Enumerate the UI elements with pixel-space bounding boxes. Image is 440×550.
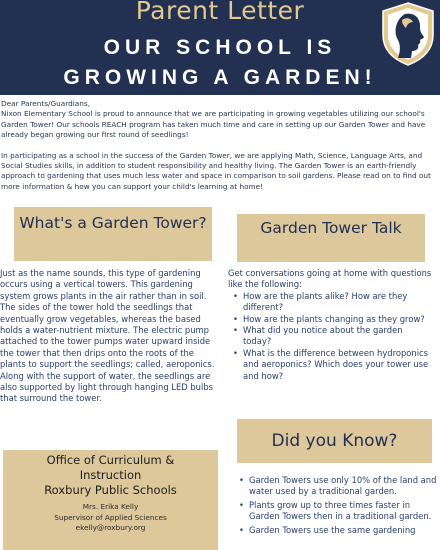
page-title: Parent Letter [135, 0, 305, 25]
contact-email[interactable]: ekelly@roxbury.org [75, 523, 146, 532]
garden-tower-talk-body [228, 268, 433, 382]
did-you-know-panel [237, 419, 432, 463]
headline-line-1: OUR SCHOOL IS [103, 36, 337, 59]
intro-paragraph-2: In participating as a school in the success of the Garden Tower, we are applying Math, Science, Language Arts, and Social Studies skills, in addition to student responsibility and healthy living. The Garden Tower is an earth-friendly approach to gardening that uses much less water and space in comparison to soil gardens. Please read on to find out more information & how you can support your child's learning at home! [1, 150, 431, 191]
whats-a-garden-tower-panel [14, 207, 212, 261]
profile-silhouette-crest-icon [380, 2, 436, 66]
office-line-1: Office of Curriculum & [46, 453, 175, 467]
office-name [3, 450, 218, 498]
whats-a-garden-tower-body: Just as the name sounds, this type of gardening occurs using a vertical towers. This gardening system grows plants in the air rather than in soil. The sides of the tower hold the seedlings that eventually grow vegetables, whereas the based holds a water-nutrient mixture. The electric pump attached to the tower pumps water upward inside the tower that then drips onto the roots of the plants to support the seedlings; called, aeroponics. Along with the support of water, the seedlings are also supported by light through hanging LED bulbs that surround the tower. [0, 268, 215, 404]
contact-role: Supervisor of Applied Sciences [54, 512, 167, 522]
question-item: • What did you notice about the garden today? [228, 325, 433, 348]
header-banner [0, 0, 440, 95]
office-line-2: Instruction [79, 468, 142, 482]
facts-list [238, 475, 438, 536]
talk-lead: Get conversations going at home with questions like the following: [228, 268, 432, 290]
garden-tower-talk-panel [237, 214, 425, 262]
question-item: • What is the difference between hydroponics and aeroponics? Which does your tower use and how? [228, 348, 433, 382]
intro-letter [1, 99, 437, 202]
office-contact [3, 502, 218, 534]
fact-item: • Garden Towers use the same gardening [238, 525, 438, 536]
question-item: • How are the plants changing as they grow? [228, 314, 433, 325]
contact-name: Mrs. Erika Kelly [82, 502, 139, 511]
office-line-3: Roxbury Public Schools [44, 483, 177, 497]
question-list [228, 291, 433, 382]
intro-paragraph-1: Nixon Elementary School is proud to announce that we are participating in growing vegetables utilizing our school's Garden Tower! Our schools REACH program has taken much time and care in setting up our Garden Tower and have already began growing our first round of seedlings! [1, 109, 426, 140]
did-you-know-body [238, 475, 438, 538]
fact-item: • Garden Towers use only 10% of the land and water used by a traditional garden. [238, 475, 438, 498]
fact-item: • Plants grow up to three times faster in Garden Towers then in a traditional garden. [238, 500, 438, 523]
office-contact-panel [3, 450, 218, 550]
garden-tower-talk-title: Garden Tower Talk [260, 219, 402, 237]
did-you-know-title: Did you Know? [271, 431, 398, 451]
whats-a-garden-tower-title: What's a Garden Tower? [19, 214, 207, 232]
greeting: Dear Parents/Guardians, [1, 99, 91, 108]
headline-line-2: GROWING A GARDEN! [63, 66, 377, 89]
question-item: • How are the plants alike? How are they different? [228, 291, 433, 314]
